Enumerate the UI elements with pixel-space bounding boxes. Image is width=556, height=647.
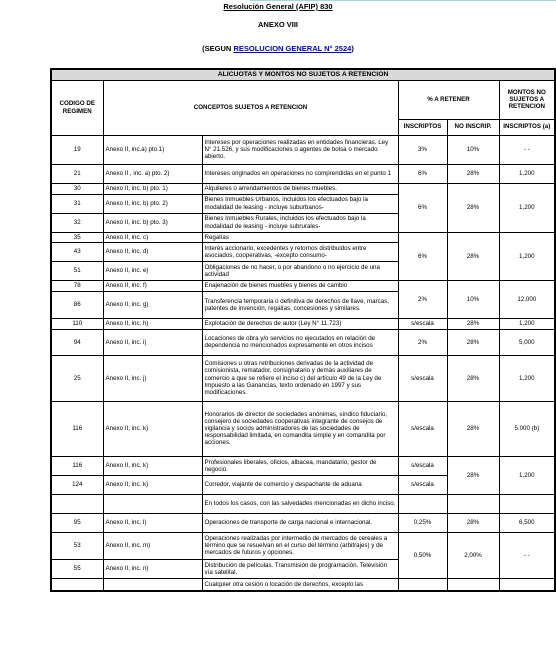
monto-no-sujeto: 1,200: [499, 456, 555, 494]
pct-inscriptos: s/escala: [398, 318, 447, 329]
regime-code: 25: [51, 355, 103, 401]
pct-inscriptos: 6%: [398, 164, 447, 183]
pct-inscriptos: s/escala: [398, 355, 447, 401]
concept: Enajenación de bienes muebles y bienes de cambio: [202, 280, 398, 291]
regime-code: 95: [51, 513, 103, 532]
concept: Comisiones u otras retribuciones derivadas de la actividad de comisionista, rematador, consignatario y demás auxiliares de comercio a que se refiere el inciso c) del artículo 49 de la Ley de Impuesto a las Ganancias, texto ordenado en 1997 y sus modificaciones.: [202, 355, 398, 401]
according-prefix: (SEGUN: [202, 44, 234, 53]
table-row: [51, 513, 555, 532]
annex-ref: Anexo II, inc. b) pto. 3): [103, 213, 202, 232]
monto-no-sujeto: - -: [499, 135, 555, 164]
note-row: [51, 494, 555, 513]
empty-cell: [398, 494, 447, 513]
table-row: [51, 280, 555, 291]
empty-cell: [51, 494, 103, 513]
annex-ref: Anexo II, inc. l): [103, 513, 202, 532]
document-title: Resolución General (AFIP) 830: [223, 2, 333, 11]
table-title: ALICUOTAS Y MONTOS NO SUJETOS A RETENCION: [51, 69, 555, 80]
pct-no-inscriptos: 28%: [447, 318, 499, 329]
annex-ref: Anexo II, inc. k): [103, 475, 202, 494]
pct-no-inscriptos: 2,00%: [447, 532, 499, 578]
annex-ref: Anexo II, inc. b) pto. 2): [103, 194, 202, 213]
resolution-link[interactable]: RESOLUCION GENERAL N° 2524: [233, 44, 352, 53]
concept: Bienes Inmuebles Rurales, incluidos los efectuados bajo la modalidad de leasing - incluye subrurales-: [202, 213, 398, 232]
concept: Distribución de películas. Transmisión de programación. Televisión vía satelital.: [202, 559, 398, 578]
monto-no-sujeto: 5,000: [499, 329, 555, 355]
table-row: [51, 135, 555, 164]
monto-no-sujeto: 12,000: [499, 280, 555, 318]
table-row: [51, 355, 555, 401]
col-header-montos: MONTOS NO SUJETOS A RETENCION: [499, 80, 555, 119]
regime-code: 124: [51, 475, 103, 494]
pct-no-inscriptos: 10%: [447, 280, 499, 318]
regime-code: 53: [51, 532, 103, 559]
empty-cell: [398, 578, 447, 591]
pct-inscriptos: 6%: [398, 183, 447, 232]
concept-note: En todos los casos, con las salvedades mencionadas en dicho inciso.: [202, 494, 398, 513]
concept: Operaciones de transporte de carga nacional e internacional.: [202, 513, 398, 532]
pct-no-inscriptos: 28%: [447, 164, 499, 183]
concept: Transferencia temporaria o definitiva de derechos de llave, marcas, patentes de invención, regalías, concesiones y similares.: [202, 291, 398, 318]
pct-no-inscriptos: 28%: [447, 183, 499, 232]
monto-no-sujeto: 1,200: [499, 232, 555, 280]
monto-no-sujeto: 1,200: [499, 164, 555, 183]
annex-ref: Anexo II, inc. g): [103, 291, 202, 318]
regime-code: 32: [51, 213, 103, 232]
annex-ref: Anexo II, inc. k): [103, 401, 202, 456]
monto-no-sujeto: 1,200: [499, 355, 555, 401]
col-header-pct: % A RETENER: [398, 80, 499, 119]
table-row: [51, 578, 555, 591]
pct-no-inscriptos: 28%: [447, 232, 499, 280]
regime-code: 116: [51, 456, 103, 475]
pct-no-inscriptos: 28%: [447, 329, 499, 355]
regime-code: 35: [51, 232, 103, 242]
table-row: [51, 456, 555, 475]
concept: Obligaciones de no hacer, o por abandono o no ejercicio de una actividad: [202, 261, 398, 280]
concept: Intereses por operaciones realizadas en entidades financieras. Ley N° 21.526, y sus modificaciones o agentes de bolsa o mercado abierto.: [202, 135, 398, 164]
concept: Honorarios de director de sociedades anónimas, síndico fiduciario, consejero de sociedades cooperativas integrante de consejos de vigilancia y socios administradores de las sociedades de responsabilidad limitada, en comandita simple y en comandita por acciones.: [202, 401, 398, 456]
pct-inscriptos: 6%: [398, 232, 447, 280]
table-row: [51, 401, 555, 456]
col-header-codigo: CODIGO DE REGIMEN: [51, 80, 103, 135]
pct-inscriptos: s/escala: [398, 456, 447, 475]
pct-no-inscriptos: 28%: [447, 513, 499, 532]
table-row: [51, 232, 555, 242]
table-row: [51, 164, 555, 183]
empty-cell: [499, 578, 555, 591]
regime-code: 51: [51, 261, 103, 280]
concept: Intereses originados en operaciones no comprendidas en el punto 1: [202, 164, 398, 183]
empty-cell: [103, 578, 202, 591]
concept: Bienes Inmuebles Urbanos, incluidos los efectuados bajo la modalidad de leasing - incluye suburbanos-: [202, 194, 398, 213]
header-row: [51, 80, 555, 119]
concept: Regalías: [202, 232, 398, 242]
table-row: [51, 329, 555, 355]
col-header-no-inscrip: NO INSCRIP.: [447, 119, 499, 135]
annex-ref: Anexo II, inc. j): [103, 355, 202, 401]
annex-ref: Anexo II, inc. i): [103, 329, 202, 355]
pct-inscriptos: 2%: [398, 280, 447, 318]
pct-no-inscriptos: 28%: [447, 355, 499, 401]
regime-code: 43: [51, 242, 103, 261]
concept: Explotación de derechos de autor (Ley N° 11.723): [202, 318, 398, 329]
col-header-conceptos: CONCEPTOS SUJETOS A RETENCION: [103, 80, 398, 135]
according-suffix: ): [351, 44, 354, 53]
monto-no-sujeto: 5.000 (b): [499, 401, 555, 456]
pct-inscriptos: 3%: [398, 135, 447, 164]
concept: Interés accionario, excedentes y retornos distribuidos entre asociados, cooperativas, -excepto consumo-: [202, 242, 398, 261]
annex-ref: Anexo II, inc. n): [103, 559, 202, 578]
empty-cell: [447, 578, 499, 591]
col-header-inscriptos: INSCRIPTOS: [398, 119, 447, 135]
concept: Profesionales liberales, oficios, albacea, mandatario, gestor de negocio.: [202, 456, 398, 475]
monto-no-sujeto: - -: [499, 532, 555, 578]
pct-inscriptos: 2%: [398, 329, 447, 355]
empty-cell: [447, 494, 499, 513]
pct-no-inscriptos: 28%: [447, 456, 499, 494]
concept: Corredor, viajante de comercio y despachante de aduana: [202, 475, 398, 494]
retention-table: [50, 68, 556, 592]
according-line: [0, 44, 556, 53]
table-title-row: [51, 69, 555, 80]
annex-ref: Anexo II, inc. k): [103, 456, 202, 475]
regime-code: 94: [51, 329, 103, 355]
regime-code: 116: [51, 401, 103, 456]
annex-ref: Anexo II, inc. m): [103, 532, 202, 559]
concept: Cualquier otra cesión o locación de derechos, excepto las: [202, 578, 398, 591]
monto-no-sujeto: 6,500: [499, 513, 555, 532]
annex-ref: Anexo II, inc. d): [103, 242, 202, 261]
table-row: [51, 183, 555, 194]
table-row: [51, 318, 555, 329]
pct-inscriptos: s/escala: [398, 475, 447, 494]
concept: Operaciones realizadas por intermedio de mercados de cereales a término que se resuelvan en el curso del término (arbitrajes) y de mercados de futuros y opciones.: [202, 532, 398, 559]
annex-ref: Anexo II , inc. a) pto. 2): [103, 164, 202, 183]
empty-cell: [51, 578, 103, 591]
annex-ref: Anexo II, inc. h): [103, 318, 202, 329]
empty-cell: [103, 494, 202, 513]
concept: Alquileres o arrendamientos de bienes muebles.: [202, 183, 398, 194]
empty-cell: [499, 494, 555, 513]
pct-no-inscriptos: 28%: [447, 401, 499, 456]
monto-no-sujeto: 1,200: [499, 318, 555, 329]
annex-ref: Anexo II, inc.a) pto.1): [103, 135, 202, 164]
annex-ref: Anexo II, inc. f): [103, 280, 202, 291]
regime-code: 55: [51, 559, 103, 578]
annex-ref: Anexo II, inc. e): [103, 261, 202, 280]
col-header-montos-inscriptos: INSCRIPTOS (a): [499, 119, 555, 135]
annex-title: ANEXO VIII: [257, 20, 298, 29]
pct-inscriptos: s/escala: [398, 401, 447, 456]
regime-code: 86: [51, 291, 103, 318]
monto-no-sujeto: 1,200: [499, 183, 555, 232]
top-divider: [250, 0, 556, 1]
annex-ref: Anexo II, inc. b) pto. 1): [103, 183, 202, 194]
annex-ref: Anexo II, inc. c): [103, 232, 202, 242]
pct-no-inscriptos: 10%: [447, 135, 499, 164]
regime-code: 31: [51, 194, 103, 213]
pct-inscriptos: 0,50%: [398, 532, 447, 578]
regime-code: 21: [51, 164, 103, 183]
regime-code: 30: [51, 183, 103, 194]
pct-inscriptos: 0,25%: [398, 513, 447, 532]
regime-code: 110: [51, 318, 103, 329]
regime-code: 19: [51, 135, 103, 164]
table-row: [51, 532, 555, 559]
concept: Locaciones de obra y/o servicios no ejecutados en relación de dependencia no mencionados expresamente en otros incisos: [202, 329, 398, 355]
regime-code: 78: [51, 280, 103, 291]
